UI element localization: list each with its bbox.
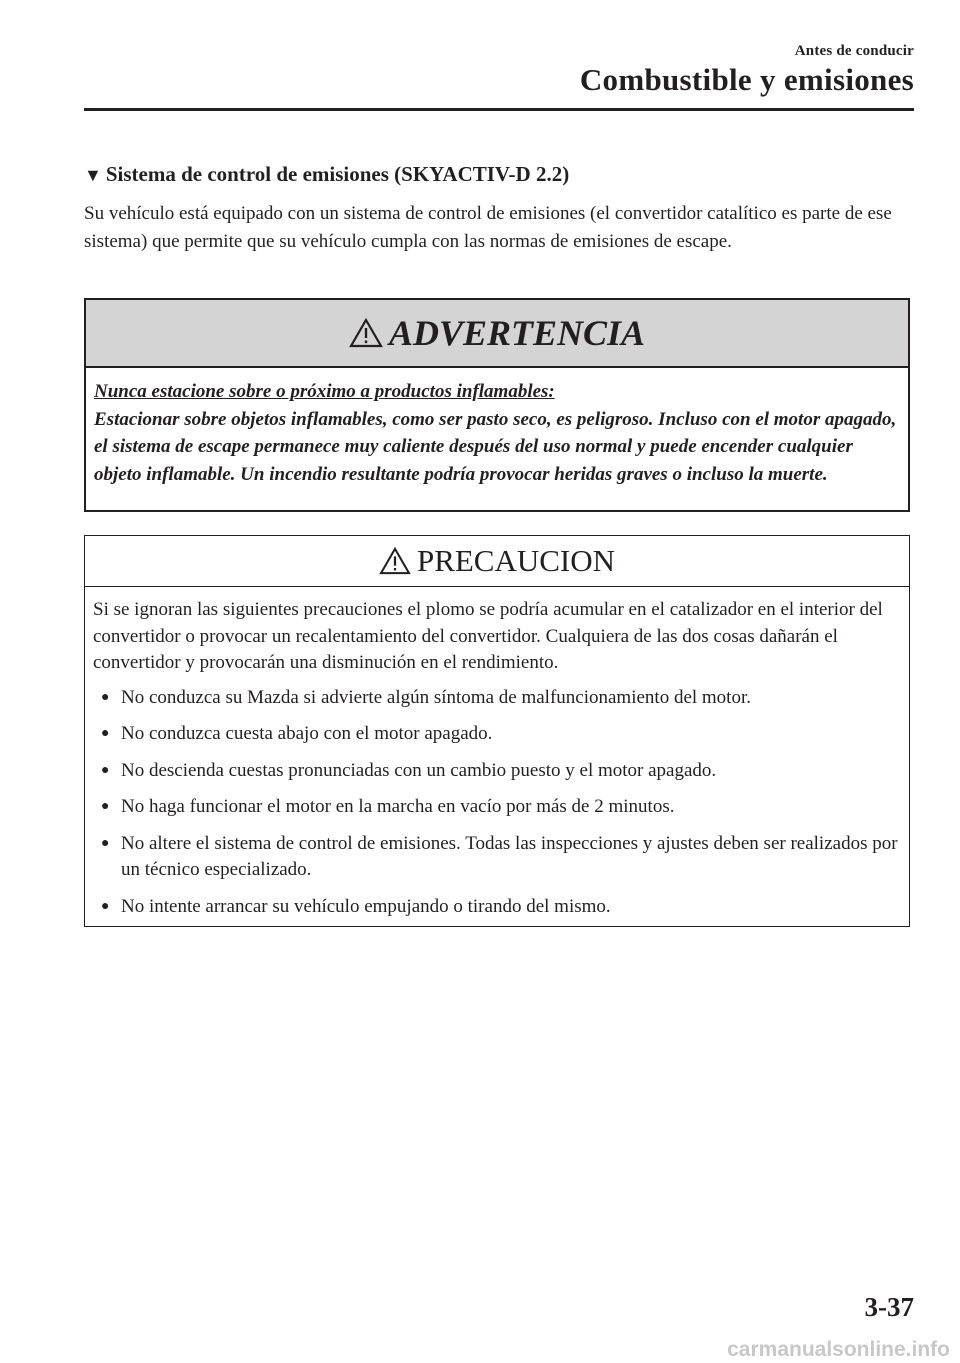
- list-item: [93, 831, 901, 884]
- list-item-text: No intente arrancar su vehículo empujando o tirando del mismo.: [121, 895, 611, 917]
- header-divider: [84, 108, 914, 111]
- section-intro: Su vehículo está equipado con un sistema de control de emisiones (el convertidor catalítico es parte de ese sistema) que permite que su vehículo cumpla con las normas de emisiones de escape.: [84, 203, 892, 252]
- list-item: [93, 721, 901, 748]
- list-item: [93, 758, 901, 785]
- list-item: [93, 794, 901, 821]
- caution-body: [85, 587, 909, 920]
- bullet-icon: ●: [101, 898, 110, 914]
- list-item-text: No conduzca su Mazda si advierte algún síntoma de malfuncionamiento del motor.: [121, 686, 751, 708]
- warning-title: ADVERTENCIA: [388, 313, 646, 353]
- warning-text: Estacionar sobre objetos inflamables, como ser pasto seco, es peligroso. Incluso con el motor apagado, el sistema de escape permanece muy caliente después del uso normal y puede encender cualquier objeto inflamable. Un incendio resultante podría provocar heridas graves o incluso la muerte.: [94, 408, 897, 485]
- warning-lead: Nunca estacione sobre o próximo a productos inflamables:: [94, 381, 555, 402]
- section-heading: [84, 162, 569, 187]
- watermark-url: carmanualsonline.info: [727, 1338, 950, 1361]
- list-item-text: No descienda cuestas pronunciadas con un cambio puesto y el motor apagado.: [121, 759, 717, 781]
- list-item: [93, 685, 901, 712]
- list-item-text: No conduzca cuesta abajo con el motor apagado.: [121, 723, 493, 744]
- caution-box: [84, 535, 910, 927]
- caution-text: Si se ignoran las siguientes precauciones el plomo se podría acumular en el catalizador en el interior del convertidor o provocar un recalentamiento del convertidor. Cualquiera de las dos cosas dañarán el convertidor y provocarán una disminución en el rendimiento.: [93, 599, 883, 673]
- caution-title: PRECAUCION: [416, 543, 616, 578]
- list-item-text: No haga funcionar el motor en la marcha en vacío por más de 2 minutos.: [121, 796, 675, 817]
- bullet-icon: ●: [101, 762, 110, 778]
- bullet-icon: ●: [101, 835, 110, 851]
- warning-triangle-icon: [349, 318, 383, 348]
- triangle-down-icon: ▼: [84, 165, 102, 185]
- warning-box: [84, 298, 910, 512]
- page-title: Combustible y emisiones: [579, 62, 914, 97]
- bullet-icon: ●: [101, 726, 110, 741]
- warning-triangle-icon: [379, 547, 411, 575]
- bullet-icon: ●: [101, 689, 110, 705]
- list-item: [93, 894, 901, 921]
- section-heading-text: Sistema de control de emisiones (SKYACTIV-D 2.2): [105, 162, 570, 186]
- warning-header: [86, 300, 908, 368]
- caution-header: [85, 536, 909, 587]
- caution-bullet-list: [93, 685, 901, 921]
- list-item-text: No altere el sistema de control de emisiones. Todas las inspecciones y ajustes deben ser realizados por un técnico especializado.: [121, 832, 898, 880]
- page-number: 3-37: [864, 1292, 914, 1322]
- bullet-icon: ●: [101, 799, 110, 814]
- warning-body: [86, 368, 908, 488]
- header-subtitle: Antes de conducir: [794, 43, 914, 59]
